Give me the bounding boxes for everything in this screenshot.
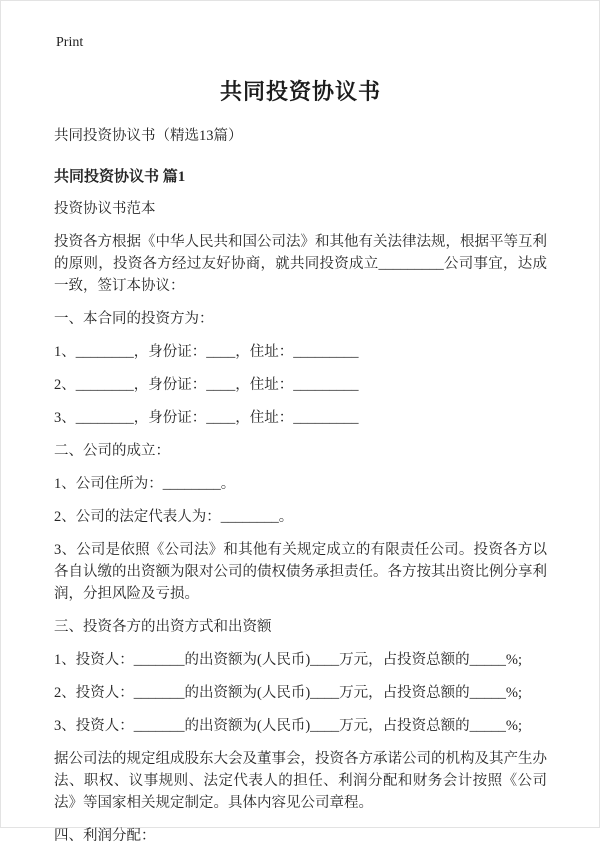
paragraph-template-label: 投资协议书范本 (54, 201, 156, 217)
paragraph-intro: 投资各方根据《中华人民共和国公司法》和其他有关法律法规，根据平等互利的原则，投资各方经过友好协商，就共同投资成立_________公司事宜，达成一致，签订本协议： (54, 234, 547, 294)
document-title: 共同投资协议书 (219, 79, 381, 104)
legal-representative-line: 2、公司的法定代表人为：________。 (54, 509, 294, 525)
company-law-paragraph: 3、公司是依照《公司法》和其他有关规定成立的有限责任公司。投资各方以各自认缴的出资额为限对公司的债权债务承担责任。各方按其出资比例分享利润，分担风险及亏损。 (54, 542, 547, 602)
governance-paragraph: 据公司法的规定组成股东大会及董事会，投资各方承诺公司的机构及其产生办法、职权、议事规则、法定代表人的担任、利润分配和财务会计按照《公司法》等国家相关规定制定。具体内容见公司章程。 (54, 751, 547, 811)
section-heading: 共同投资协议书 篇1 (54, 169, 186, 185)
investor-line-3: 3、________，身份证：____，住址：_________ (54, 410, 359, 426)
clause-heading-4: 四、利润分配： (54, 828, 156, 844)
document-content (1, 1, 599, 847)
contribution-line-2: 2、投资人：_______的出资额为(人民币)____万元，占投资总额的_____%; (54, 685, 523, 701)
document-subtitle: 共同投资协议书（精选13篇） (54, 128, 243, 144)
investor-line-1: 1、________，身份证：____，住址：_________ (54, 344, 359, 360)
clause-heading-3: 三、投资各方的出资方式和出资额 (54, 619, 272, 635)
contribution-line-3: 3、投资人：_______的出资额为(人民币)____万元，占投资总额的_____%; (54, 718, 523, 734)
clause-heading-2: 二、公司的成立： (54, 443, 170, 459)
contribution-line-1: 1、投资人：_______的出资额为(人民币)____万元，占投资总额的_____%; (54, 652, 523, 668)
company-address-line: 1、公司住所为：________。 (54, 476, 236, 492)
investor-line-2: 2、________，身份证：____，住址：_________ (54, 377, 359, 393)
clause-heading-1: 一、本合同的投资方为： (54, 311, 214, 327)
print-link[interactable]: Print (56, 35, 84, 50)
